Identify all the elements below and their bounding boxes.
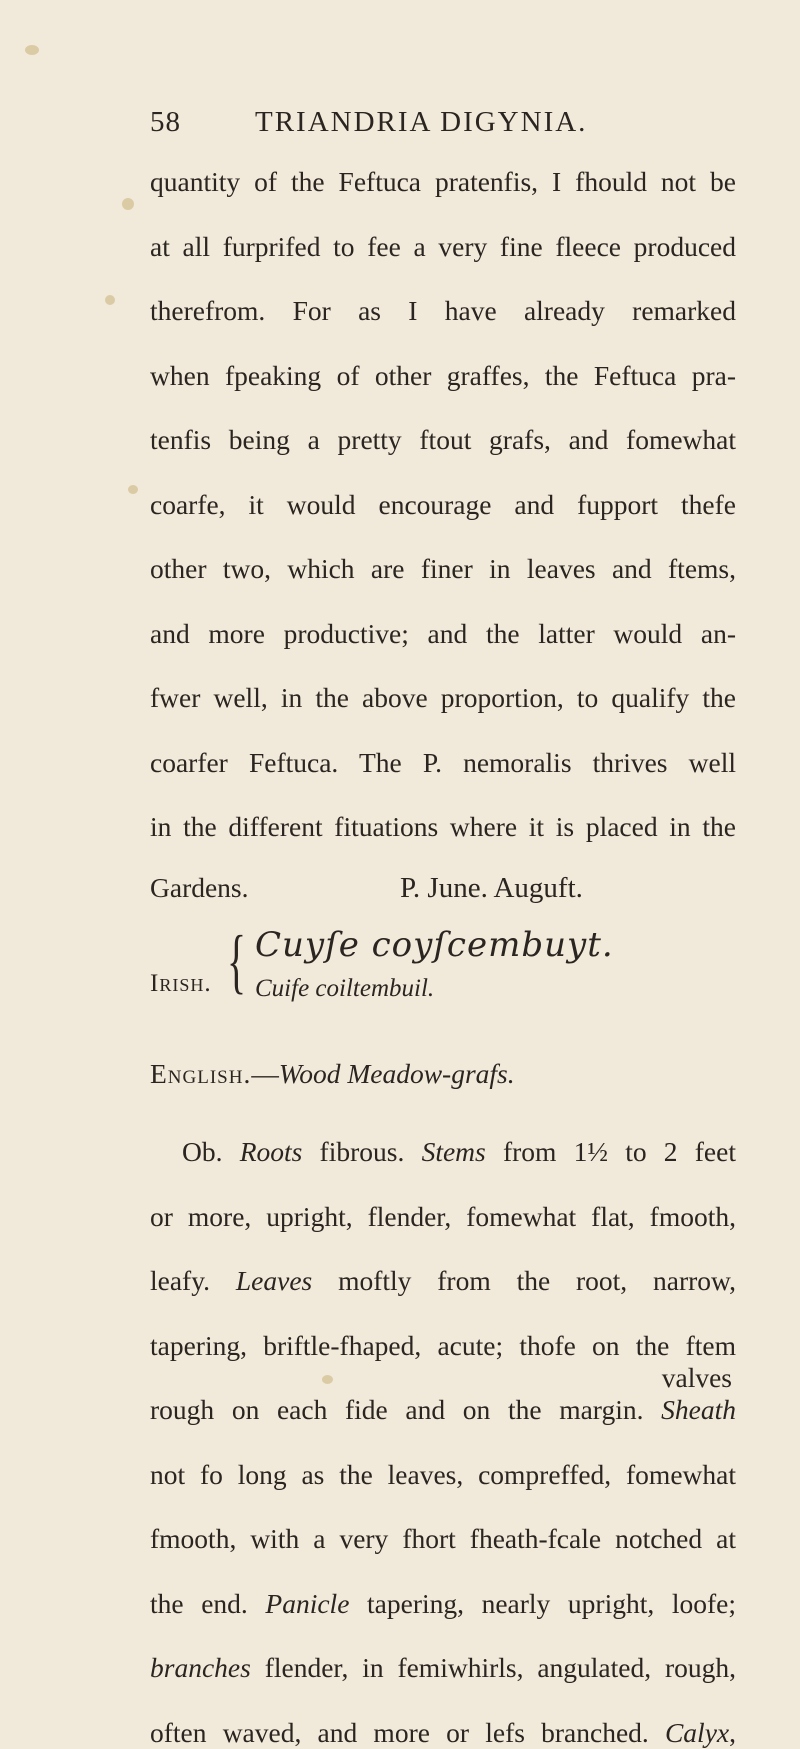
italic-term: Panicle [265,1587,350,1619]
text-line: coarfe, it would encourage and fupport thefe [150,488,736,520]
english-name-line [150,1058,515,1090]
text-run: flender, in femiwhirls, angulated, rough, [250,1652,736,1683]
foxing-spot [105,295,115,305]
text-line: quantity of the Feftuca pratenfis, I fhould not be [150,166,736,197]
irish-name-handwritten: Cuyſe coyſcembuyt. [255,925,614,965]
italic-term: branches [150,1652,251,1683]
foxing-spot [322,1375,333,1384]
text-line [150,1652,736,1684]
text-run: often waved, and more or lefs branched. [150,1716,665,1748]
text-line: and more productive; and the latter would an- [150,617,736,649]
text-run: tapering, nearly upright, loofe; [349,1587,736,1619]
italic-term: Leaves [235,1265,313,1296]
text-line [150,1265,736,1297]
italic-term: Calyx [664,1716,730,1748]
italic-term: Sheath [661,1394,736,1425]
text-run: not fo long as the leaves, compreffed, fomewhat [150,1458,736,1490]
page-number: 58 [150,106,181,138]
italic-term: Roots [239,1136,303,1167]
flowering-months: P. June. Auguft. [400,872,583,904]
english-dash: — [251,1058,279,1089]
foxing-spot [122,198,134,210]
text-run: fmooth, with a very fhort fheath-fcale notched at [150,1523,736,1554]
english-label: English. [150,1058,252,1089]
text-line: therefrom. For as I have already remarked [150,295,736,326]
text-run: Ob. [182,1136,240,1167]
brace: { [227,921,247,1001]
text-line: in the different fituations where it is placed in the [150,811,736,842]
gardens-line [150,872,736,904]
text-run: , [729,1716,736,1748]
text-run: from 1½ to 2 feet [485,1136,736,1167]
irish-label: Irish. [150,970,212,997]
text-run: or more, upright, flender, fomewhat flat, fmooth, [150,1200,736,1232]
italic-term: Stems [421,1136,486,1167]
gardens-text: Gardens. [150,872,249,903]
text-line [150,1523,736,1555]
text-line: coarfer Feftuca. The P. nemoralis thrives well [150,746,736,778]
english-name: Wood Meadow-grafs. [278,1058,515,1089]
text-line [150,1459,736,1491]
text-run: the end. [150,1587,266,1619]
text-line [150,1201,736,1233]
text-run: leafy. [150,1265,236,1296]
text-run: fibrous. [302,1136,422,1167]
text-run: tapering, briftle-fhaped, acute; thofe on the ftem [150,1329,736,1361]
text-line [150,1717,736,1749]
text-line: tenfis being a pretty ftout grafs, and fomewhat [150,424,736,455]
foxing-spot [128,485,138,494]
text-line: other two, which are finer in leaves and ftems, [150,553,736,584]
text-line: at all furprifed to fee a very fine fleece produced [150,230,736,262]
foxing-spot [25,45,39,55]
text-line: fwer well, in the above proportion, to qualify the [150,682,736,713]
text-line [150,1588,736,1620]
text-line [150,1330,736,1362]
text-line [182,1136,736,1168]
catchword: valves [661,1362,732,1393]
text-line: when fpeaking of other graffes, the Feftuca pra- [150,359,736,391]
text-run: rough on each fide and on the margin. [150,1394,662,1425]
text-run: moftly from the root, narrow, [312,1265,736,1296]
running-title: TRIANDRIA DIGYNIA. [255,106,588,138]
irish-name-printed: Cuife coiltembuil. [255,975,435,1002]
text-line [150,1394,736,1426]
